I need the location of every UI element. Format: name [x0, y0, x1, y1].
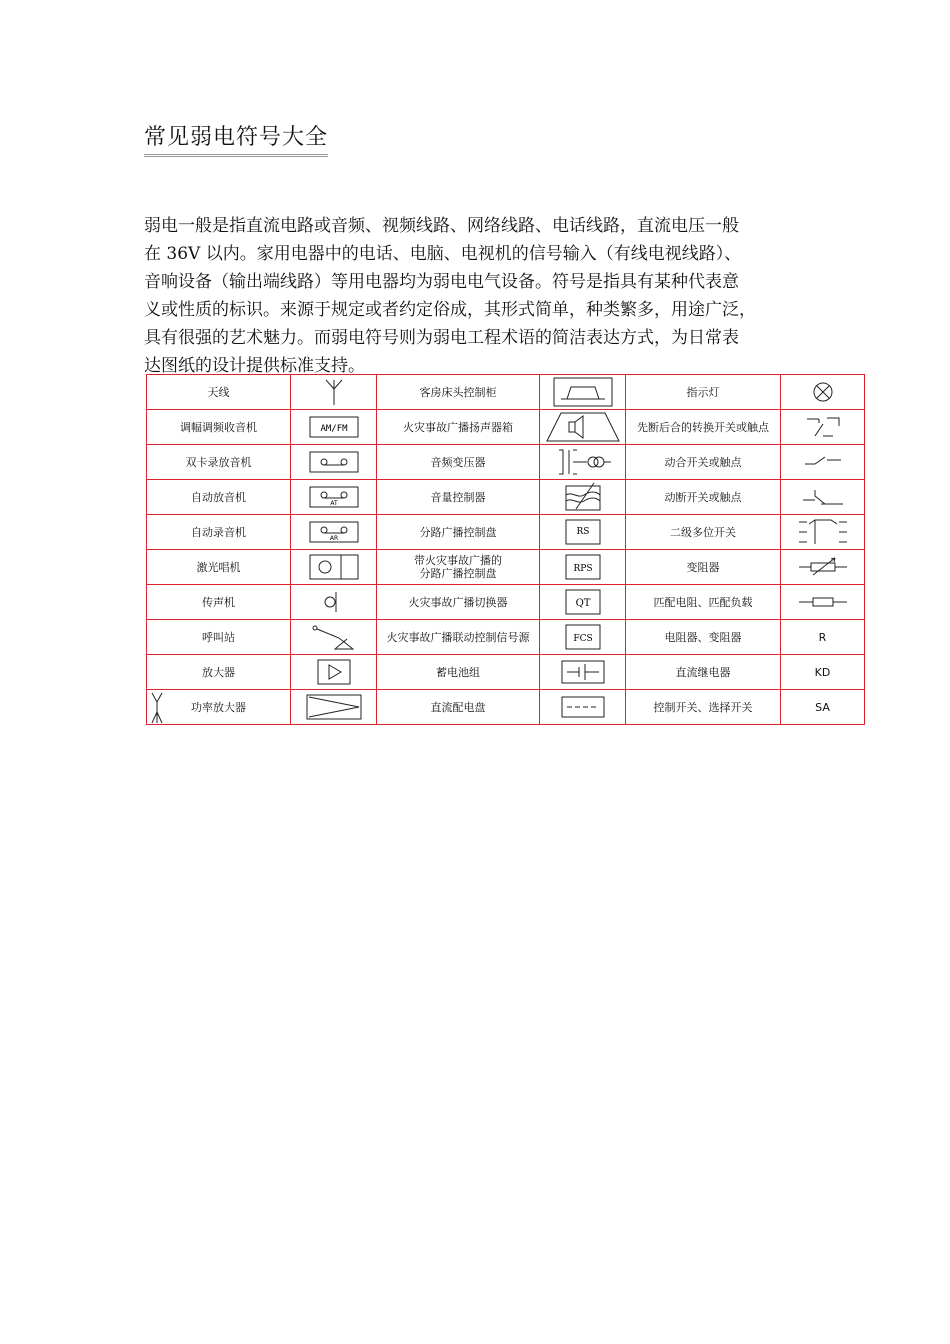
paragraph-line: 弱电一般是指直流电路或音频、视频线路、网络线路、电话线路，直流电压一般 [144, 216, 739, 236]
symbol-name-line: 分路广播控制盘 [419, 567, 497, 580]
symbol-name: 动断开关或触点 [626, 480, 781, 515]
rps-label: RPS [573, 564, 592, 574]
symbol-table [146, 374, 865, 725]
cd-player-icon [291, 550, 377, 585]
symbol-name: 直流继电器 [626, 655, 781, 690]
table-row [147, 375, 865, 410]
antenna-icon [291, 375, 377, 410]
power-amplifier-icon [291, 690, 377, 725]
table-row [147, 515, 865, 550]
fcs-label: FCS [572, 634, 593, 644]
table-row [147, 445, 865, 480]
symbol-name: 直流配电盘 [377, 690, 540, 725]
symbol-name: 指示灯 [626, 375, 781, 410]
bedside-console-icon [540, 375, 626, 410]
symbol-name: 调幅调频收音机 [147, 410, 291, 445]
paragraph-line: 具有很强的艺术魅力。而弱电符号则为弱电工程术语的简洁表达方式，为日常表 [144, 328, 739, 348]
symbol-name: 音量控制器 [377, 480, 540, 515]
symbol-name: 自动录音机 [147, 515, 291, 550]
paragraph-line: 达图纸的设计提供标准支持。 [144, 356, 365, 376]
symbol-name: 激光唱机 [147, 550, 291, 585]
paragraph-line: 音响设备（输出端线路）等用电器均为弱电电气设备。符号是指具有某种代表意 [144, 272, 739, 292]
symbol-name-line: 带火灾事故广播的 [414, 554, 502, 567]
symbol-name: 分路广播控制盘 [377, 515, 540, 550]
symbol-name: 先断后合的转换开关或触点 [626, 410, 781, 445]
qt-label: QT [575, 598, 590, 609]
table-row [147, 550, 865, 585]
symbol-name: 匹配电阻、匹配负载 [626, 585, 781, 620]
rs-label: RS [576, 527, 589, 537]
rheostat-icon [781, 550, 865, 585]
make-contact-icon [781, 445, 865, 480]
symbol-name: 火灾事故广播切换器 [377, 585, 540, 620]
auto-recorder-icon [291, 515, 377, 550]
table-row [147, 480, 865, 515]
symbol-name: 双卡录放音机 [147, 445, 291, 480]
page-title: 常见弱电符号大全 [144, 120, 328, 157]
amplifier-icon [291, 655, 377, 690]
antenna-small-icon [149, 690, 165, 724]
volume-control-icon [540, 480, 626, 515]
symbol-name-two-line [377, 550, 540, 585]
audio-transformer-icon [540, 445, 626, 480]
table-row [147, 655, 865, 690]
break-contact-icon [781, 480, 865, 515]
qt-switcher-icon [540, 585, 626, 620]
symbol-name: 客房床头控制柜 [377, 375, 540, 410]
symbol-name: 变阻器 [626, 550, 781, 585]
symbol-name: 呼叫站 [147, 620, 291, 655]
speaker-box-icon [540, 410, 626, 445]
changeover-switch-icon [781, 410, 865, 445]
symbol-name: 火灾事故广播扬声器箱 [377, 410, 540, 445]
symbol-name: 火灾事故广播联动控制信号源 [377, 620, 540, 655]
multi-position-switch-icon [781, 515, 865, 550]
am-fm-radio-icon [291, 410, 377, 445]
symbol-name: 蓄电池组 [377, 655, 540, 690]
at-label: AT [329, 500, 338, 507]
rps-panel-icon [540, 550, 626, 585]
table-row [147, 620, 865, 655]
auto-player-icon [291, 480, 377, 515]
symbol-name: 动合开关或触点 [626, 445, 781, 480]
table-row [147, 585, 865, 620]
table-row [147, 690, 865, 725]
symbol-name: 二级多位开关 [626, 515, 781, 550]
ar-label: AR [329, 535, 338, 542]
microphone-icon [291, 585, 377, 620]
symbol-name: 自动放音机 [147, 480, 291, 515]
paragraph-line: 义或性质的标识。来源于规定或者约定俗成，其形式简单，种类繁多，用途广泛， [144, 300, 756, 320]
paragraph-line: 在 36V 以内。家用电器中的电话、电脑、电视机的信号输入（有线电视线路）、 [144, 244, 742, 264]
table-row [147, 410, 865, 445]
dual-cassette-icon [291, 445, 377, 480]
symbol-name: 控制开关、选择开关 [626, 690, 781, 725]
symbol-name: 传声机 [147, 585, 291, 620]
matching-resistor-icon [781, 585, 865, 620]
symbol-name-cell [147, 690, 291, 725]
battery-icon [540, 655, 626, 690]
dc-relay-letter: KD [781, 655, 865, 690]
selector-switch-letter: SA [781, 690, 865, 725]
symbol-name: 音频变压器 [377, 445, 540, 480]
symbol-name: 功率放大器 [191, 700, 246, 714]
rs-panel-icon [540, 515, 626, 550]
dc-distribution-panel-icon [540, 690, 626, 725]
call-station-icon [291, 620, 377, 655]
symbol-name: 电阻器、变阻器 [626, 620, 781, 655]
symbol-name: 天线 [147, 375, 291, 410]
resistor-letter: R [781, 620, 865, 655]
intro-paragraph [144, 212, 814, 380]
fcs-source-icon [540, 620, 626, 655]
symbol-name: 放大器 [147, 655, 291, 690]
indicator-lamp-icon [781, 375, 865, 410]
am-fm-label: AM/FM [319, 424, 348, 434]
